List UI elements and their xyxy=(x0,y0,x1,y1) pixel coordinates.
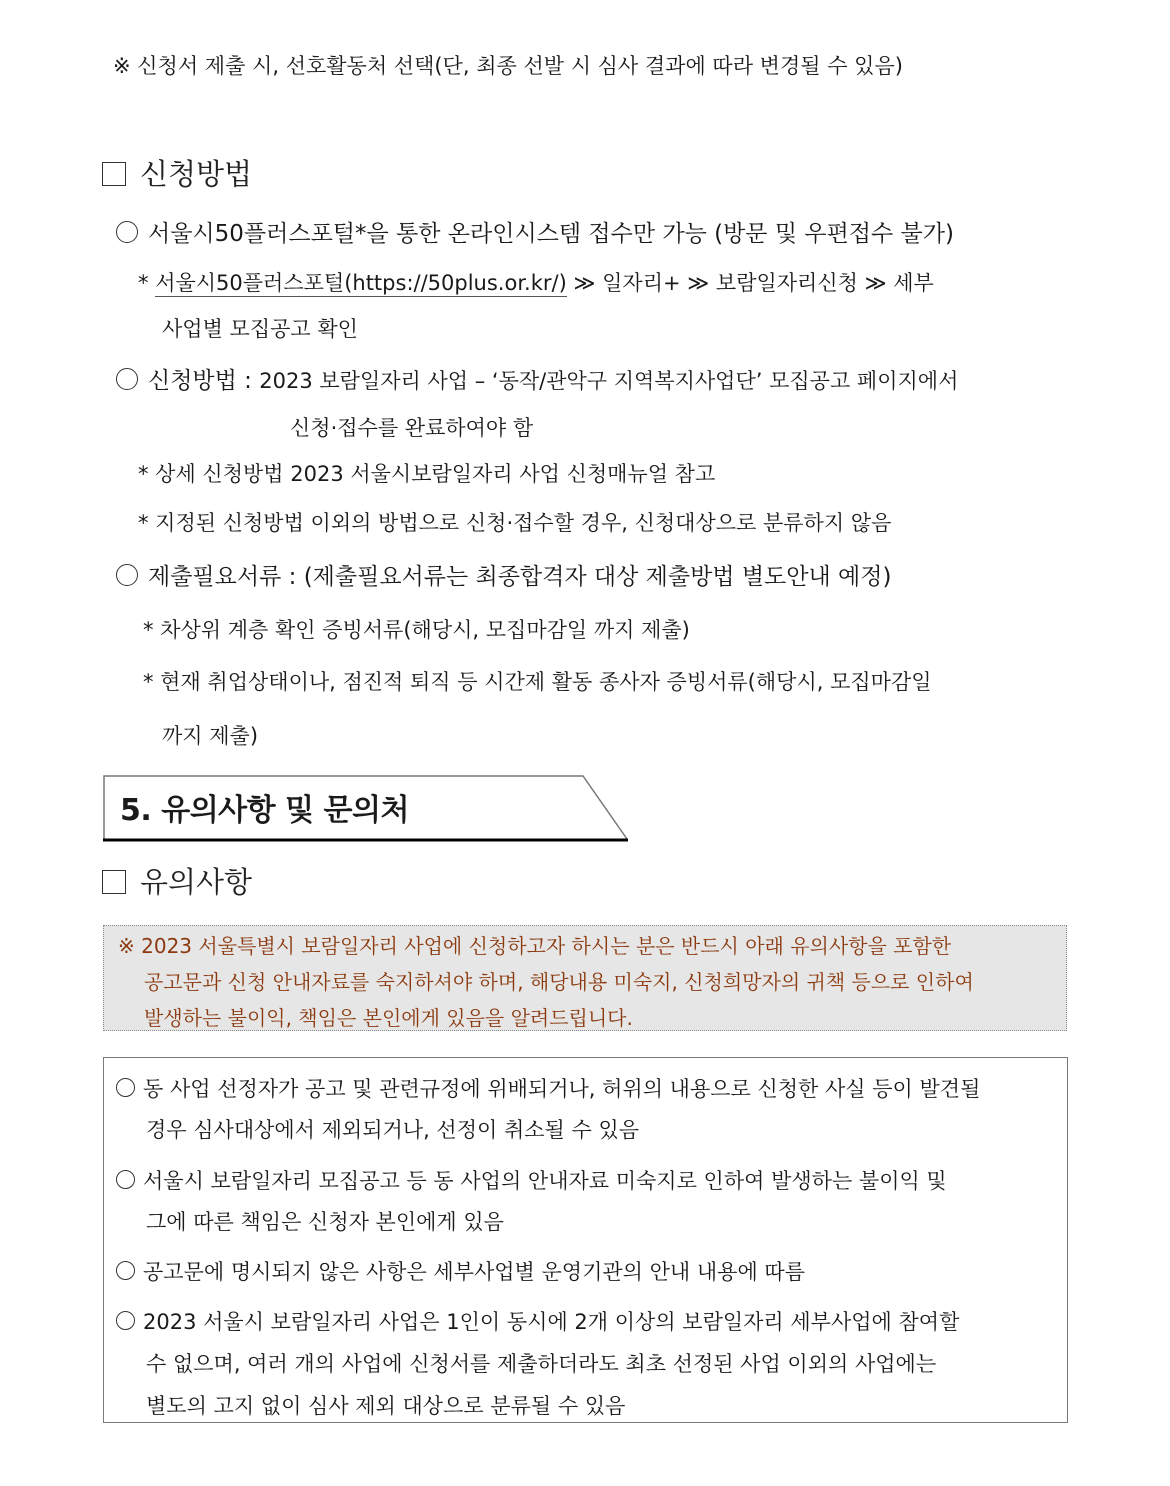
bullet-apply-method-cont: 신청·접수를 완료하여야 함 xyxy=(290,416,534,440)
circle-bullet-icon xyxy=(116,1078,135,1097)
warning-line: 공고문과 신청 안내자료를 숙지하셔야 하며, 해당내용 미숙지, 신청희망자의 귀책 등으로 인하여 xyxy=(144,970,974,994)
portal-link[interactable]: 서울시50플러스포털(https://50plus.or.kr/) xyxy=(155,271,567,295)
section5-heading-box xyxy=(103,775,628,841)
circle-bullet-icon xyxy=(116,368,138,390)
note-other-method: * 지정된 신청방법 이외의 방법으로 신청·접수할 경우, 신청대상으로 분류하지 않음 xyxy=(138,511,892,535)
bullet-text: 2023 보람일자리 사업 – ‘동작/관악구 지역복지사업단’ 모집공고 페이지에서 xyxy=(259,369,959,393)
notice-list-box xyxy=(103,1057,1068,1423)
notice-item-cont: 경우 심사대상에서 제외되거나, 선정이 취소될 수 있음 xyxy=(146,1118,640,1142)
portal-path-cont: 사업별 모집공고 확인 xyxy=(162,317,358,341)
portal-path-note xyxy=(138,267,934,297)
circle-bullet-icon xyxy=(116,1261,135,1280)
bullet-text: (제출필요서류는 최종합격자 대상 제출방법 별도안내 예정) xyxy=(303,564,892,590)
note-employment-docs: * 현재 취업상태이나, 점진적 퇴직 등 시간제 활동 종사자 증빙서류(해당시, 모집마감일 xyxy=(143,670,932,694)
bullet-online-only xyxy=(116,215,954,248)
notice-text: 공고문에 명시되지 않은 사항은 세부사업별 운영기관의 안내 내용에 따름 xyxy=(143,1260,805,1284)
warning-line: ※ 2023 서울특별시 보람일자리 사업에 신청하고자 하시는 분은 반드시 아래 유의사항을 포함한 xyxy=(118,934,952,958)
notice-text: 2023 서울시 보람일자리 사업은 1인이 동시에 2개 이상의 보람일자리 세부사업에 참여할 xyxy=(143,1310,960,1334)
top-note: ※ 신청서 제출 시, 선호활동처 선택(단, 최종 선발 시 심사 결과에 따라 변경될 수 있음) xyxy=(113,54,903,78)
section5-heading: 5. 유의사항 및 문의처 xyxy=(120,793,409,828)
warning-box xyxy=(103,925,1067,1031)
circle-bullet-icon xyxy=(116,1170,135,1189)
bullet-label: 제출필요서류 : xyxy=(148,564,297,590)
bullet-text: 서울시50플러스포털*을 통한 온라인시스템 접수만 가능 (방문 및 우편접수 불가) xyxy=(148,221,954,247)
notice-item-cont: 그에 따른 책임은 신청자 본인에게 있음 xyxy=(146,1210,504,1234)
note-employment-docs-cont: 까지 제출) xyxy=(162,724,259,748)
circle-bullet-icon xyxy=(116,1311,135,1330)
notice-text: 동 사업 선정자가 공고 및 관련규정에 위배되거나, 허위의 내용으로 신청한 사실 등이 발견될 xyxy=(143,1077,981,1101)
square-bullet-icon xyxy=(102,162,126,186)
warning-line: 발생하는 불이익, 책임은 본인에게 있음을 알려드립니다. xyxy=(144,1006,633,1030)
star-marker: * xyxy=(138,271,149,295)
circle-bullet-icon xyxy=(116,221,138,243)
note-low-income-docs: * 차상위 계층 확인 증빙서류(해당시, 모집마감일 까지 제출) xyxy=(143,618,690,642)
bullet-apply-method xyxy=(116,362,958,395)
section-title-text: 유의사항 xyxy=(140,865,253,899)
portal-path-text: ≫ 일자리+ ≫ 보람일자리신청 ≫ 세부 xyxy=(573,271,934,295)
section-apply-method-title xyxy=(102,152,252,193)
notice-item xyxy=(116,1306,959,1336)
notice-item-cont: 수 없으며, 여러 개의 사업에 신청서를 제출하더라도 최초 선정된 사업 이외의 사업에는 xyxy=(146,1352,937,1376)
bullet-required-docs xyxy=(116,558,891,591)
notice-text: 서울시 보람일자리 모집공고 등 동 사업의 안내자료 미숙지로 인하여 발생하는 불이익 및 xyxy=(143,1169,947,1193)
circle-bullet-icon xyxy=(116,564,138,586)
section-notes-title xyxy=(102,860,252,901)
square-bullet-icon xyxy=(102,870,126,894)
notice-item xyxy=(116,1073,980,1103)
notice-item xyxy=(116,1165,947,1195)
notice-item xyxy=(116,1256,805,1286)
note-manual: * 상세 신청방법 2023 서울시보람일자리 사업 신청매뉴얼 참고 xyxy=(138,462,716,486)
section-title-text: 신청방법 xyxy=(140,157,253,191)
notice-item-cont: 별도의 고지 없이 심사 제외 대상으로 분류될 수 있음 xyxy=(146,1394,626,1418)
bullet-label: 신청방법 : xyxy=(148,368,252,394)
